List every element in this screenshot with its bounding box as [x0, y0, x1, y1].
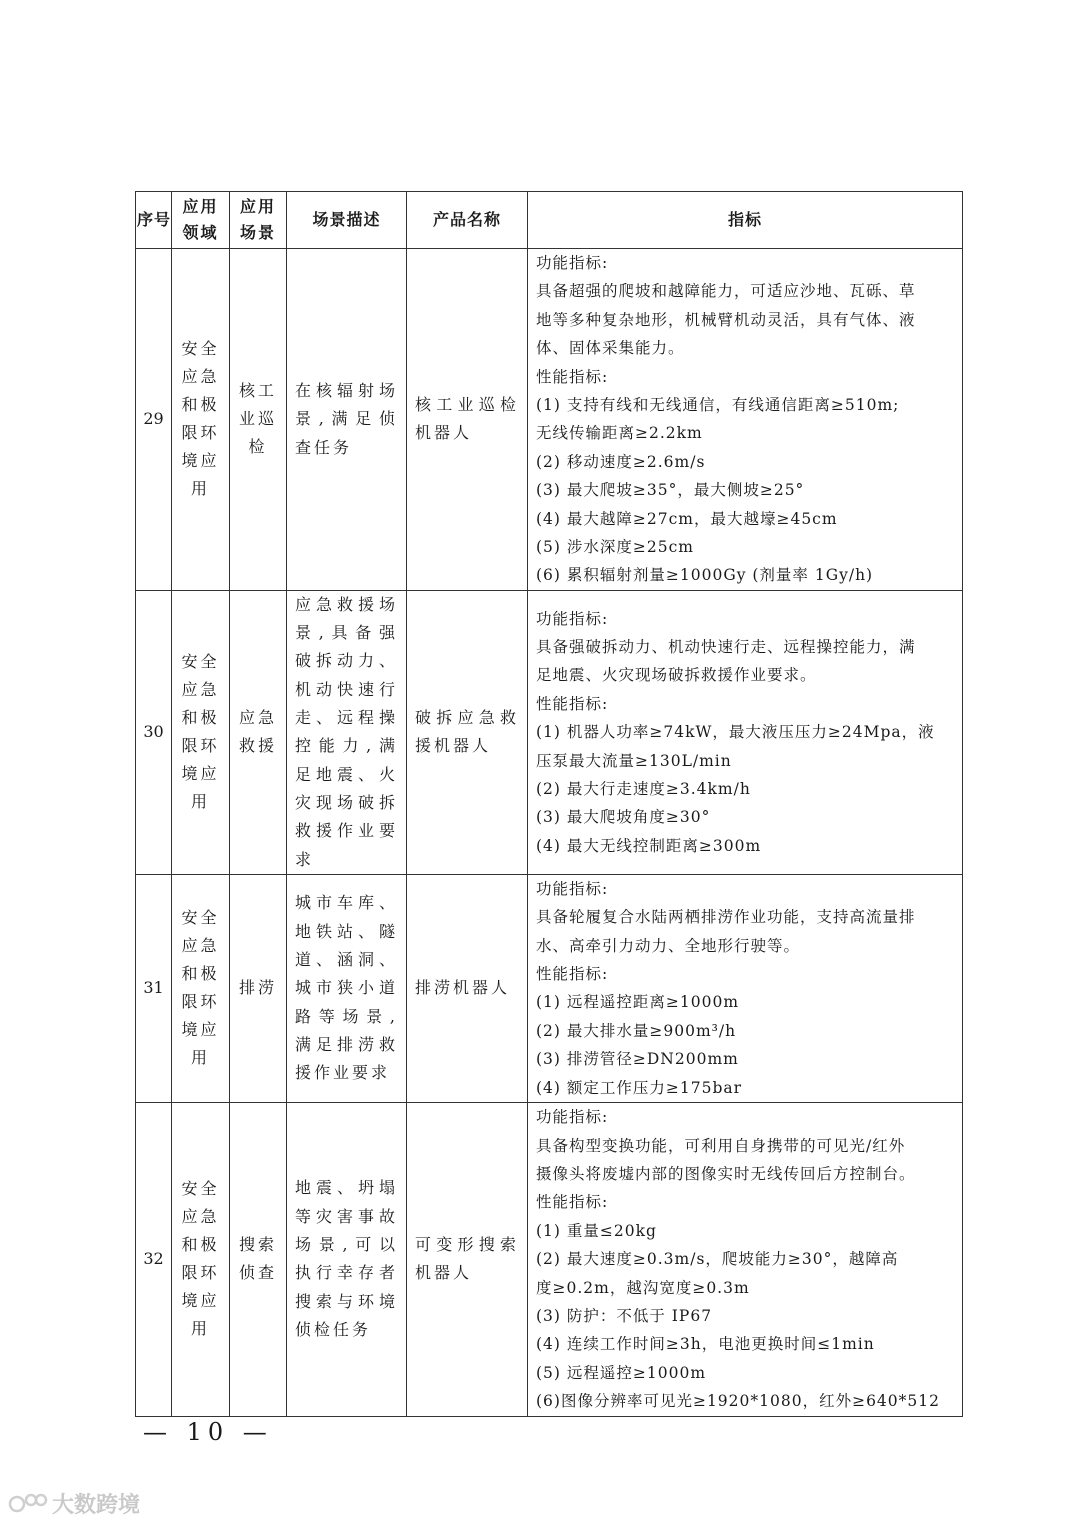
row-indicators [528, 590, 963, 874]
indicator-line: 功能指标: [536, 1108, 609, 1127]
row-domain: 安全应急和极限环境应用 [172, 249, 230, 591]
spec-table [135, 191, 963, 1417]
indicator-line: 性能指标: [536, 694, 609, 713]
row-description: 应急救援场景,具备强破拆动力、机动快速行走、远程操控能力,满足地震、火灾现场破拆救援作业要求 [287, 590, 407, 874]
row-description: 地震、坍塌等灾害事故场景,可以执行幸存者搜索与环境侦检任务 [287, 1103, 407, 1416]
indicator-line: (1) 重量≤20kg [536, 1221, 657, 1240]
row-index: 32 [136, 1103, 172, 1416]
row-product: 破拆应急救援机器人 [407, 590, 528, 874]
row-product: 排涝机器人 [407, 874, 528, 1102]
indicator-line: 无线传输距离≥2.2km [536, 424, 703, 443]
indicator-line: (1) 远程遥控距离≥1000m [536, 993, 740, 1012]
indicator-line: (2) 最大排水量≥900m³/h [536, 1021, 737, 1040]
indicator-line: 功能指标: [536, 254, 609, 272]
indicator-line: 功能指标: [536, 879, 609, 898]
indicator-line: 摄像头将废墟内部的图像实时无线传回后方控制台。 [536, 1164, 916, 1183]
indicator-line: 具备构型变换功能，可利用自身携带的可见光/红外 [536, 1136, 906, 1155]
row-indicators [528, 874, 963, 1102]
header-domain: 应用领域 [172, 192, 230, 249]
row-index: 31 [136, 874, 172, 1102]
row-product: 可变形搜索机器人 [407, 1103, 528, 1416]
indicator-line: (3) 最大爬坡≥35°，最大侧坡≥25° [536, 481, 805, 500]
table-row [136, 590, 963, 874]
table-row [136, 1103, 963, 1416]
indicator-line: 性能指标: [536, 367, 609, 386]
indicator-line: (3) 排涝管径≥DN200mm [536, 1050, 739, 1069]
indicator-line: (2) 最大速度≥0.3m/s，爬坡能力≥30°，越障高 [536, 1250, 899, 1269]
header-row [136, 192, 963, 249]
indicator-line: 具备轮履复合水陆两栖排涝作业功能，支持高流量排 [536, 908, 916, 927]
indicator-line: (4) 连续工作时间≥3h，电池更换时间≤1min [536, 1335, 875, 1354]
indicator-line: 具备超强的爬坡和越障能力，可适应沙地、瓦砾、草 [536, 282, 916, 301]
row-scene: 搜索侦查 [230, 1103, 287, 1416]
indicator-line: 性能指标: [536, 965, 609, 984]
page-number: — 10 — [143, 1418, 273, 1446]
row-domain: 安全应急和极限环境应用 [172, 874, 230, 1102]
table-row [136, 249, 963, 591]
row-scene: 应急救援 [230, 590, 287, 874]
indicator-line: (6) 累积辐射剂量≥1000Gy (剂量率 1Gy/h) [536, 566, 874, 585]
indicator-line: 功能指标: [536, 609, 609, 628]
indicator-line: (4) 最大无线控制距离≥300m [536, 836, 762, 855]
indicator-line: (1) 机器人功率≥74kW，最大液压压力≥24Mpa，液 [536, 723, 935, 742]
header-index: 序号 [136, 192, 172, 249]
indicator-line: (4) 额定工作压力≥175bar [536, 1078, 743, 1097]
indicator-line: 压泵最大流量≥130L/min [536, 751, 732, 770]
row-domain: 安全应急和极限环境应用 [172, 1103, 230, 1416]
indicator-line: (4) 最大越障≥27cm，最大越壕≥45cm [536, 509, 838, 528]
indicator-line: 具备强破拆动力、机动快速行走、远程操控能力，满 [536, 637, 916, 656]
watermark-logo-icon [8, 1491, 48, 1517]
row-indicators [528, 249, 963, 591]
indicator-line: (2) 最大行走速度≥3.4km/h [536, 779, 751, 798]
row-index: 29 [136, 249, 172, 591]
indicator-line: (3) 最大爬坡角度≥30° [536, 808, 711, 827]
header-description: 场景描述 [287, 192, 407, 249]
row-scene: 核工业巡检 [230, 249, 287, 591]
indicator-line: (2) 移动速度≥2.6m/s [536, 452, 706, 471]
watermark [8, 1488, 140, 1519]
row-indicators [528, 1103, 963, 1416]
header-indicators: 指标 [528, 192, 963, 249]
indicator-line: (6)图像分辨率可见光≥1920*1080，红外≥640*512 [536, 1392, 940, 1411]
indicator-line: 足地震、火灾现场破拆救援作业要求。 [536, 666, 817, 685]
header-product: 产品名称 [407, 192, 528, 249]
watermark-text: 大数跨境 [52, 1493, 141, 1518]
indicator-line: (1) 支持有线和无线通信，有线通信距离≥510m; [536, 396, 900, 415]
indicator-line: (5) 涉水深度≥25cm [536, 538, 694, 557]
row-product: 核工业巡检机器人 [407, 249, 528, 591]
row-description: 在核辐射场景,满足侦查任务 [287, 249, 407, 591]
indicator-line: 体、固体采集能力。 [536, 339, 685, 358]
indicator-line: 水、高牵引力动力、全地形行驶等。 [536, 936, 801, 955]
table-row [136, 874, 963, 1102]
indicator-line: 地等多种复杂地形，机械臂机动灵活，具有气体、液 [536, 310, 916, 329]
row-description: 城市车库、地铁站、隧道、涵洞、城市狭小道路等场景,满足排涝救援作业要求 [287, 874, 407, 1102]
indicator-line: (5) 远程遥控≥1000m [536, 1363, 707, 1382]
indicator-line: 度≥0.2m，越沟宽度≥0.3m [536, 1278, 750, 1297]
indicator-line: (3) 防护：不低于 IP67 [536, 1306, 713, 1325]
indicator-line: 性能指标: [536, 1193, 609, 1212]
row-scene: 排涝 [230, 874, 287, 1102]
header-scene: 应用场景 [230, 192, 287, 249]
row-index: 30 [136, 590, 172, 874]
row-domain: 安全应急和极限环境应用 [172, 590, 230, 874]
